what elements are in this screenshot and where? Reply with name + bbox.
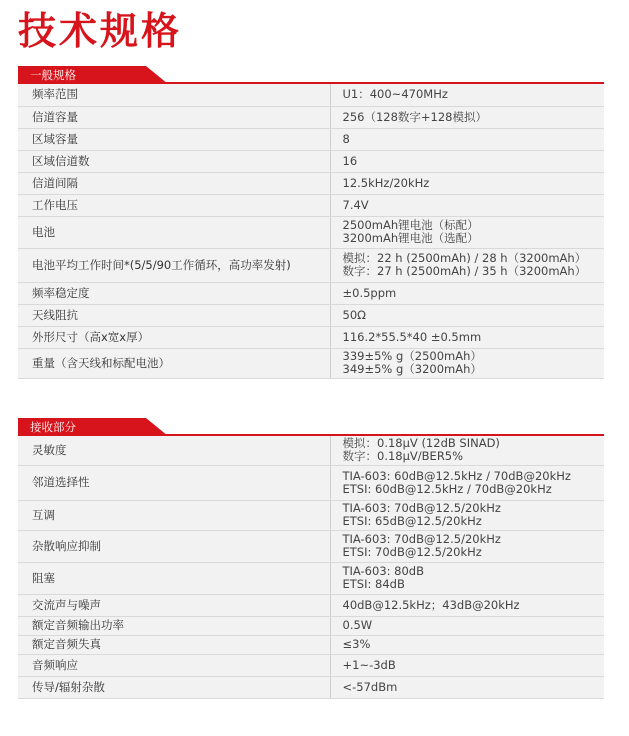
spec-value-line: 0.5W <box>342 618 373 632</box>
table-row <box>18 128 604 150</box>
spec-label: 音频响应 <box>18 654 330 676</box>
table-row <box>18 84 604 106</box>
spec-value-line: ETSI: 70dB@12.5/20kHz <box>342 545 482 559</box>
table-row <box>18 530 604 562</box>
table-row <box>18 172 604 194</box>
spec-value-line: TIA-603: 60dB@12.5kHz / 70dB@20kHz <box>342 468 571 483</box>
spec-value-line: 8 <box>342 131 350 146</box>
spec-value <box>330 500 604 530</box>
spec-value-line: +1~-3dB <box>342 657 396 672</box>
table-row <box>18 436 604 465</box>
spec-value <box>330 326 604 348</box>
spec-value-line: ETSI: 84dB <box>342 577 405 591</box>
spec-value-line: ETSI: 65dB@12.5/20kHz <box>342 514 482 528</box>
spec-value <box>330 248 604 282</box>
spec-label: 杂散响应抑制 <box>18 530 330 562</box>
spec-value <box>330 616 604 635</box>
spec-value <box>330 84 604 106</box>
spec-value-line: TIA-603: 80dB <box>342 564 424 578</box>
table-row <box>18 282 604 304</box>
spec-value-line: TIA-603: 70dB@12.5/20kHz <box>342 532 501 546</box>
table-row <box>18 616 604 635</box>
spec-value <box>330 282 604 304</box>
table-row <box>18 594 604 616</box>
spec-value-line: TIA-603: 70dB@12.5/20kHz <box>342 501 501 515</box>
spec-value-line: 50Ω <box>342 307 366 322</box>
spec-label: 频率范围 <box>18 84 330 106</box>
spec-value <box>330 594 604 616</box>
spec-table <box>18 436 604 699</box>
spec-value-line: 3200mAh锂电池（选配） <box>342 231 479 245</box>
table-row <box>18 500 604 530</box>
spec-value <box>330 436 604 465</box>
spec-value <box>330 348 604 378</box>
spec-label: 区域容量 <box>18 128 330 150</box>
spec-value-line: 256（128数字+128模拟） <box>342 109 487 124</box>
spec-label: 信道间隔 <box>18 172 330 194</box>
spec-table <box>18 84 604 379</box>
spec-label: 电池平均工作时间*(5/5/90工作循环，高功率发射) <box>18 248 330 282</box>
spec-value-line: 模拟：0.18μV (12dB SINAD) <box>342 436 500 451</box>
spec-label: 频率稳定度 <box>18 282 330 304</box>
spec-label: 工作电压 <box>18 194 330 216</box>
spec-value <box>330 194 604 216</box>
table-row <box>18 248 604 282</box>
spec-value <box>330 128 604 150</box>
spec-label: 重量（含天线和标配电池） <box>18 348 330 378</box>
spec-label: 额定音频失真 <box>18 635 330 654</box>
spec-value-line: 116.2*55.5*40 ±0.5mm <box>342 329 482 344</box>
spec-value-line: 12.5kHz/20kHz <box>342 175 430 190</box>
spec-value-line: 7.4V <box>342 197 369 212</box>
spec-label: 互调 <box>18 500 330 530</box>
spec-value-line: 16 <box>342 153 358 168</box>
spec-value <box>330 676 604 698</box>
spec-value-line: ETSI: 60dB@12.5kHz / 70dB@20kHz <box>342 481 552 496</box>
table-row <box>18 106 604 128</box>
spec-value <box>330 106 604 128</box>
table-row <box>18 194 604 216</box>
spec-label: 传导/辐射杂散 <box>18 676 330 698</box>
spec-label: 外形尺寸（高x宽x厚） <box>18 326 330 348</box>
spec-value <box>330 216 604 248</box>
spec-value-line: <-57dBm <box>342 679 398 694</box>
section-label: 一般规格 <box>30 68 76 82</box>
table-row <box>18 326 604 348</box>
spec-label: 天线阻抗 <box>18 304 330 326</box>
section-label: 接收部分 <box>30 420 76 434</box>
table-row <box>18 216 604 248</box>
spec-value <box>330 635 604 654</box>
table-row <box>18 654 604 676</box>
spec-label: 信道容量 <box>18 106 330 128</box>
spec-value-line: 339±5% g（2500mAh） <box>342 349 482 363</box>
section-receiver <box>18 418 604 699</box>
spec-value <box>330 562 604 594</box>
spec-label: 额定音频输出功率 <box>18 616 330 635</box>
spec-label: 阻塞 <box>18 562 330 594</box>
section-header <box>18 418 604 436</box>
spec-label: 电池 <box>18 216 330 248</box>
spec-value-line: U1：400~470MHz <box>342 87 448 102</box>
table-row <box>18 676 604 698</box>
spec-value-line: 模拟：22 h (2500mAh) / 28 h（3200mAh） <box>342 251 587 265</box>
spec-label: 交流声与噪声 <box>18 594 330 616</box>
spec-value <box>330 304 604 326</box>
table-row <box>18 635 604 654</box>
spec-value-line: 2500mAh锂电池（标配） <box>342 218 479 232</box>
spec-value <box>330 172 604 194</box>
spec-label: 灵敏度 <box>18 436 330 465</box>
spec-value <box>330 654 604 676</box>
page-title: 技术规格 <box>18 9 183 53</box>
spec-value-line: 数字：0.18μV/BER5% <box>342 449 464 464</box>
table-row <box>18 348 604 378</box>
spec-label: 区域信道数 <box>18 150 330 172</box>
spec-value-line: ≤3% <box>342 637 371 651</box>
spec-value-line: ±0.5ppm <box>342 285 397 300</box>
spec-label: 邻道选择性 <box>18 465 330 500</box>
spec-value-line: 349±5% g（3200mAh） <box>342 362 482 376</box>
spec-value <box>330 150 604 172</box>
table-row <box>18 304 604 326</box>
section-header <box>18 66 604 84</box>
section-general-specs <box>18 66 604 379</box>
table-row <box>18 150 604 172</box>
spec-value-line: 数字：27 h (2500mAh) / 35 h（3200mAh） <box>342 264 587 278</box>
table-row <box>18 465 604 500</box>
table-row <box>18 562 604 594</box>
spec-value <box>330 465 604 500</box>
spec-value <box>330 530 604 562</box>
spec-value-line: 40dB@12.5kHz；43dB@20kHz <box>342 597 520 612</box>
